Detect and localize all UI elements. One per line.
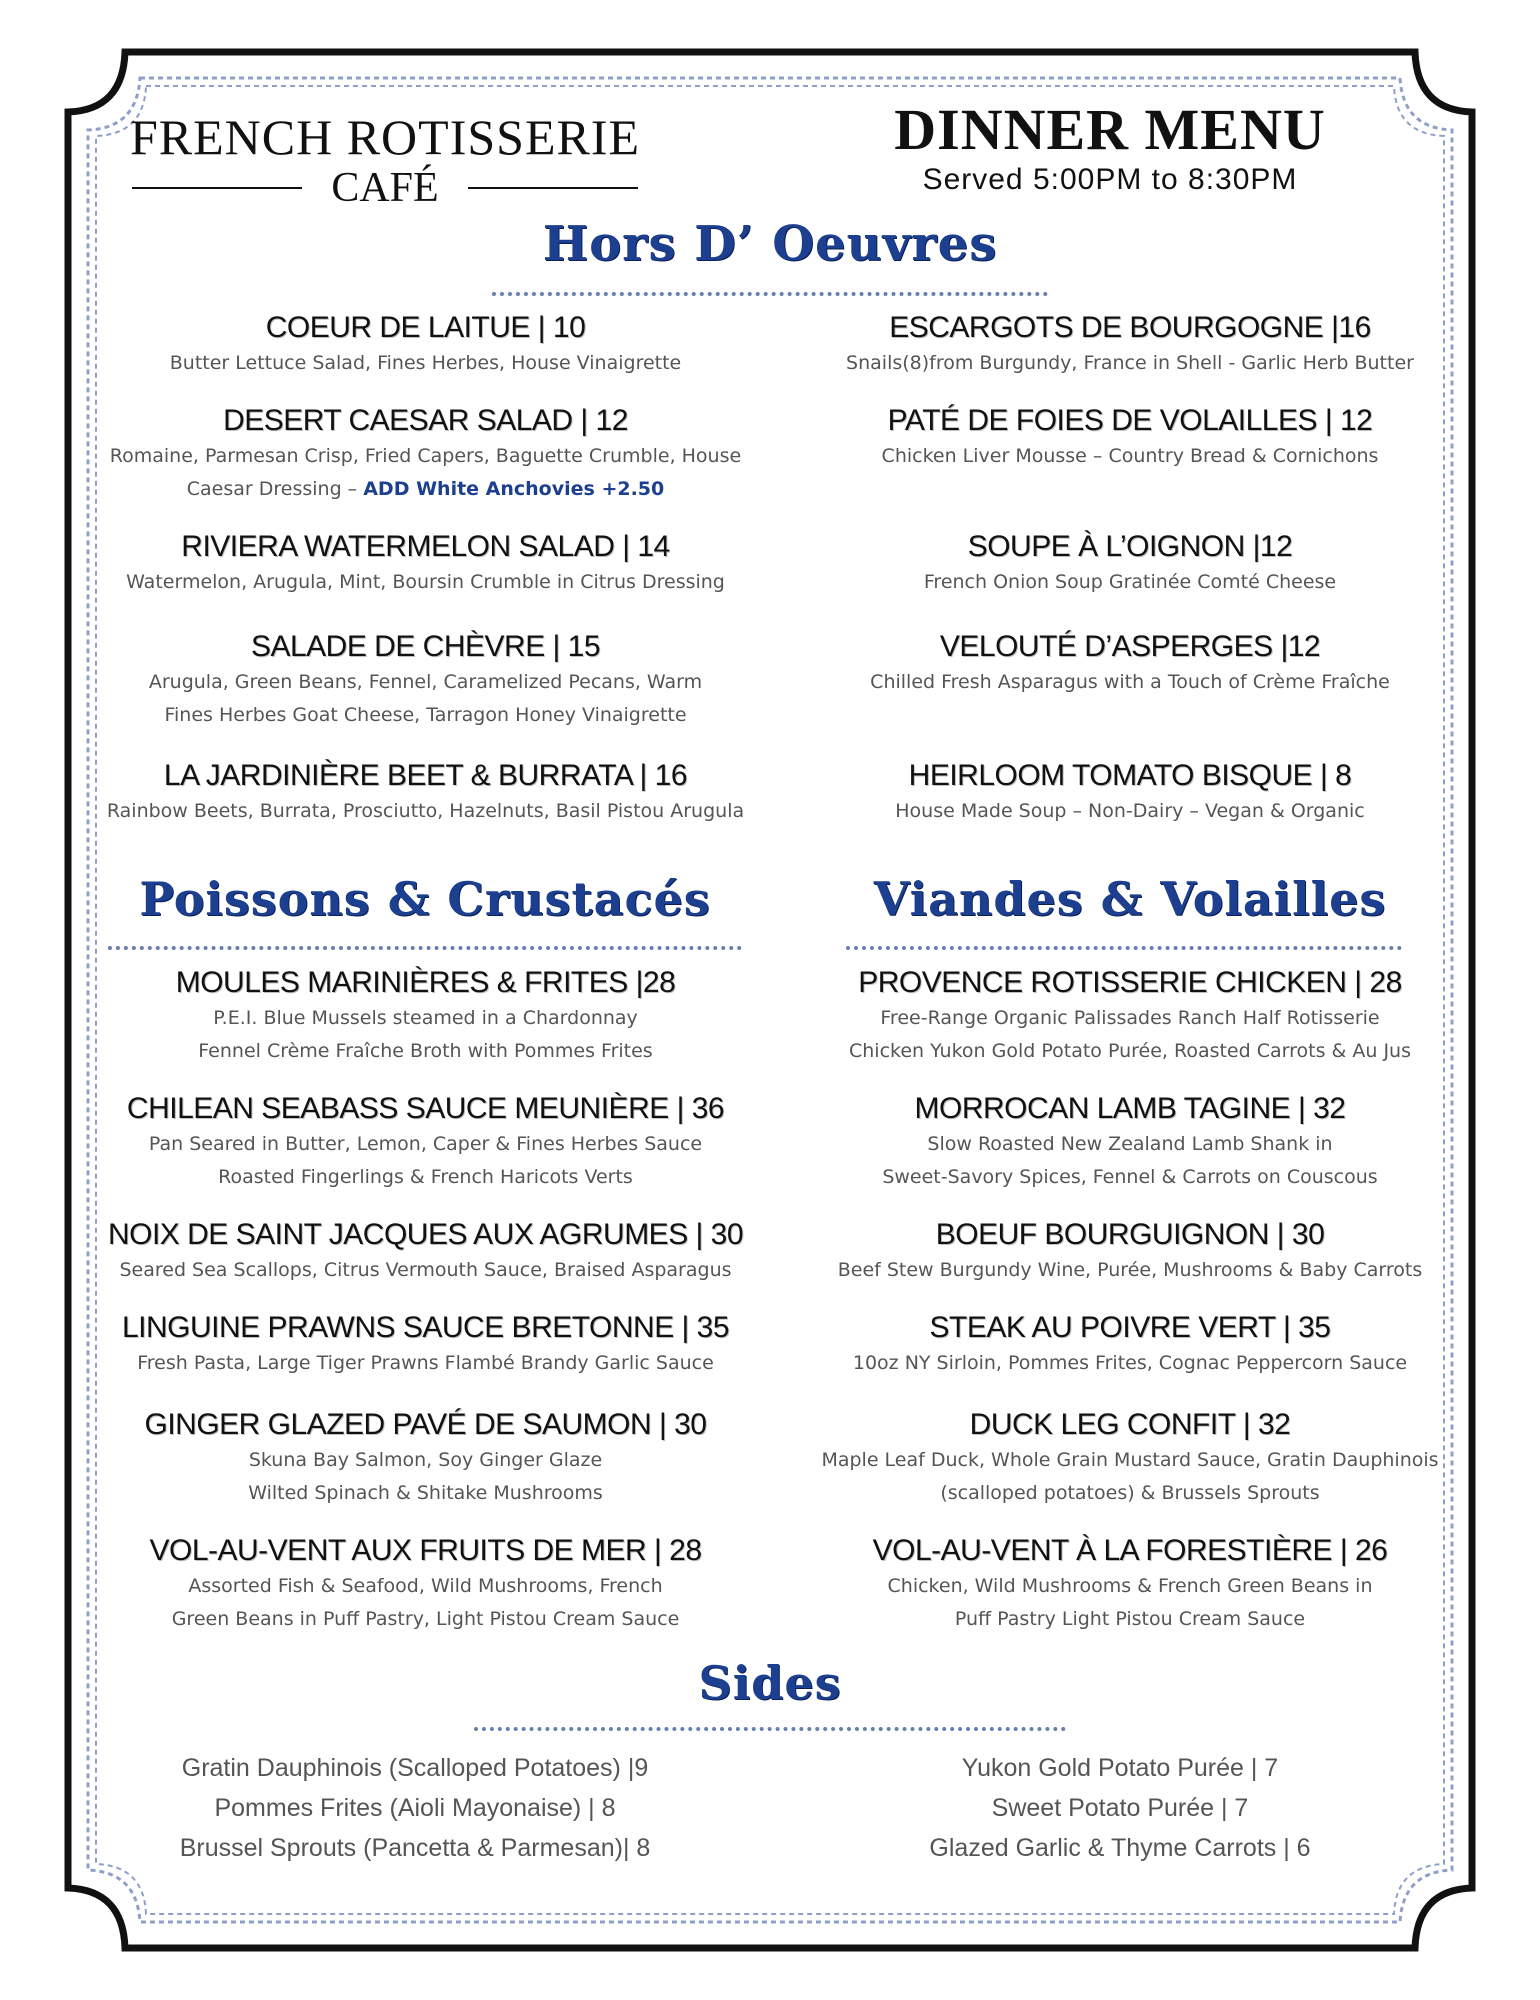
menu-item xyxy=(88,628,763,732)
menu-item xyxy=(790,402,1470,473)
menu-title: DINNER MENU xyxy=(894,97,1326,162)
logo-title: FRENCH ROTISSERIE xyxy=(129,109,641,165)
item-name: COEUR DE LAITUE | 10 xyxy=(265,311,586,344)
item-desc: Fines Herbes Goat Cheese, Tarragon Honey Vinaigrette xyxy=(164,704,687,726)
item-desc: Chilled Fresh Asparagus with a Touch of Crème Fraîche xyxy=(870,671,1390,693)
menu-item xyxy=(790,309,1470,380)
item-desc: Pan Seared in Butter, Lemon, Caper & Fines Herbes Sauce xyxy=(148,1133,703,1155)
item-desc: (scalloped potatoes) & Brussels Sprouts xyxy=(940,1482,1320,1504)
item-desc-text: Caesar Dressing – xyxy=(186,478,364,500)
side-item: Brussel Sprouts (Pancetta & Parmesan)| 8 xyxy=(179,1834,651,1862)
menu-item xyxy=(790,1309,1470,1380)
menu-item xyxy=(88,1532,763,1636)
served-hours: Served 5:00PM to 8:30PM xyxy=(922,163,1298,196)
item-desc: Chicken Yukon Gold Potato Purée, Roasted Carrots & Au Jus xyxy=(848,1040,1411,1062)
item-name: VOL-AU-VENT AUX FRUITS DE MER | 28 xyxy=(149,1534,702,1567)
item-desc: Fresh Pasta, Large Tiger Prawns Flambé Brandy Garlic Sauce xyxy=(137,1352,714,1374)
item-name: PATÉ DE FOIES DE VOLAILLES | 12 xyxy=(887,404,1373,437)
menu-item xyxy=(790,1532,1470,1636)
item-desc: Slow Roasted New Zealand Lamb Shank in xyxy=(927,1133,1333,1155)
item-desc: Beef Stew Burgundy Wine, Purée, Mushrooms & Baby Carrots xyxy=(837,1259,1423,1281)
item-name: VELOUTÉ D’ASPERGES |12 xyxy=(939,630,1321,663)
section-rule-viandes xyxy=(846,946,1402,950)
section-title-sides: Sides xyxy=(698,1656,842,1710)
menu-item xyxy=(88,1406,763,1510)
item-name: RIVIERA WATERMELON SALAD | 14 xyxy=(181,530,670,563)
menu-item xyxy=(88,528,763,599)
menu-item xyxy=(790,757,1470,828)
item-desc: House Made Soup – Non-Dairy – Vegan & Organic xyxy=(895,800,1365,822)
item-desc: Maple Leaf Duck, Whole Grain Mustard Sauce, Gratin Dauphinois xyxy=(821,1449,1439,1471)
section-title-hors: Hors D’ Oeuvres xyxy=(542,216,998,272)
logo-subtitle: CAFÉ xyxy=(331,165,439,211)
item-name: DUCK LEG CONFIT | 32 xyxy=(969,1408,1291,1441)
item-desc: Puff Pastry Light Pistou Cream Sauce xyxy=(954,1608,1306,1630)
menu-item xyxy=(88,402,763,506)
item-name: NOIX DE SAINT JACQUES AUX AGRUMES | 30 xyxy=(107,1218,744,1251)
item-name: LA JARDINIÈRE BEET & BURRATA | 16 xyxy=(163,759,688,792)
item-desc: Free-Range Organic Palissades Ranch Half Rotisserie xyxy=(880,1007,1380,1029)
item-desc: Arugula, Green Beans, Fennel, Caramelized Pecans, Warm xyxy=(148,671,703,693)
item-desc: Skuna Bay Salmon, Soy Ginger Glaze xyxy=(248,1449,603,1471)
item-desc: Romaine, Parmesan Crisp, Fried Capers, Baguette Crumble, House xyxy=(109,445,742,467)
item-name: SALADE DE CHÈVRE | 15 xyxy=(250,630,601,663)
item-name: MOULES MARINIÈRES & FRITES |28 xyxy=(175,966,676,999)
menu-item xyxy=(790,1090,1470,1194)
section-rule-hors xyxy=(492,292,1048,296)
logo-rule-right xyxy=(468,187,638,189)
item-desc: Seared Sea Scallops, Citrus Vermouth Sauce, Braised Asparagus xyxy=(119,1259,732,1281)
menu-item xyxy=(790,1216,1470,1287)
item-desc xyxy=(88,473,763,506)
item-desc: P.E.I. Blue Mussels steamed in a Chardonnay xyxy=(213,1007,638,1029)
item-desc: 10oz NY Sirloin, Pommes Frites, Cognac Peppercorn Sauce xyxy=(852,1352,1408,1374)
side-item: Glazed Garlic & Thyme Carrots | 6 xyxy=(929,1834,1311,1862)
side-item: Sweet Potato Purée | 7 xyxy=(991,1794,1249,1822)
item-desc: French Onion Soup Gratinée Comté Cheese xyxy=(923,571,1337,593)
item-desc: Snails(8)from Burgundy, France in Shell - Garlic Herb Butter xyxy=(846,352,1414,374)
item-name: PROVENCE ROTISSERIE CHICKEN | 28 xyxy=(858,966,1402,999)
item-name: ESCARGOTS DE BOURGOGNE |16 xyxy=(889,311,1371,344)
menu-item xyxy=(88,309,763,380)
item-name: CHILEAN SEABASS SAUCE MEUNIÈRE | 36 xyxy=(126,1092,725,1125)
item-desc: Sweet-Savory Spices, Fennel & Carrots on Couscous xyxy=(882,1166,1378,1188)
item-name: GINGER GLAZED PAVÉ DE SAUMON | 30 xyxy=(144,1408,707,1441)
item-desc: Butter Lettuce Salad, Fines Herbes, House Vinaigrette xyxy=(169,352,682,374)
menu-item xyxy=(88,964,763,1068)
menu-item xyxy=(88,757,763,828)
menu-item xyxy=(790,628,1470,699)
item-desc: Chicken, Wild Mushrooms & French Green Beans in xyxy=(887,1575,1373,1597)
item-desc: Wilted Spinach & Shitake Mushrooms xyxy=(248,1482,603,1504)
item-desc: Green Beans in Puff Pastry, Light Pistou Cream Sauce xyxy=(171,1608,680,1630)
section-rule-poissons xyxy=(108,946,742,950)
menu-item xyxy=(790,528,1470,599)
item-name: LINGUINE PRAWNS SAUCE BRETONNE | 35 xyxy=(121,1311,730,1344)
side-item: Gratin Dauphinois (Scalloped Potatoes) |9 xyxy=(181,1754,649,1782)
section-title-poissons: Poissons & Crustacés xyxy=(139,872,711,926)
item-desc: Fennel Crème Fraîche Broth with Pommes Frites xyxy=(198,1040,653,1062)
menu-item xyxy=(88,1090,763,1194)
item-name: MORROCAN LAMB TAGINE | 32 xyxy=(914,1092,1346,1125)
item-desc: Roasted Fingerlings & French Haricots Verts xyxy=(218,1166,633,1188)
item-name: DESERT CAESAR SALAD | 12 xyxy=(223,404,628,437)
side-item: Yukon Gold Potato Purée | 7 xyxy=(961,1754,1279,1782)
item-name: STEAK AU POIVRE VERT | 35 xyxy=(929,1311,1331,1344)
item-desc: Watermelon, Arugula, Mint, Boursin Crumble in Citrus Dressing xyxy=(126,571,725,593)
item-name: BOEUF BOURGUIGNON | 30 xyxy=(935,1218,1325,1251)
item-name: HEIRLOOM TOMATO BISQUE | 8 xyxy=(908,759,1352,792)
menu-item xyxy=(88,1309,763,1380)
side-item: Pommes Frites (Aioli Mayonaise) | 8 xyxy=(214,1794,616,1822)
item-name: VOL-AU-VENT À LA FORESTIÈRE | 26 xyxy=(872,1534,1388,1567)
item-desc: Chicken Liver Mousse – Country Bread & Cornichons xyxy=(881,445,1379,467)
menu-item xyxy=(790,1406,1470,1510)
item-desc: Rainbow Beets, Burrata, Prosciutto, Hazelnuts, Basil Pistou Arugula xyxy=(106,800,745,822)
addon-note: ADD White Anchovies +2.50 xyxy=(363,478,665,500)
menu-item xyxy=(88,1216,763,1287)
section-title-viandes: Viandes & Volailles xyxy=(873,872,1387,926)
menu-item xyxy=(790,964,1470,1068)
section-rule-sides xyxy=(474,1727,1066,1731)
item-desc: Assorted Fish & Seafood, Wild Mushrooms, French xyxy=(188,1575,663,1597)
item-name: SOUPE À L’OIGNON |12 xyxy=(967,530,1293,563)
